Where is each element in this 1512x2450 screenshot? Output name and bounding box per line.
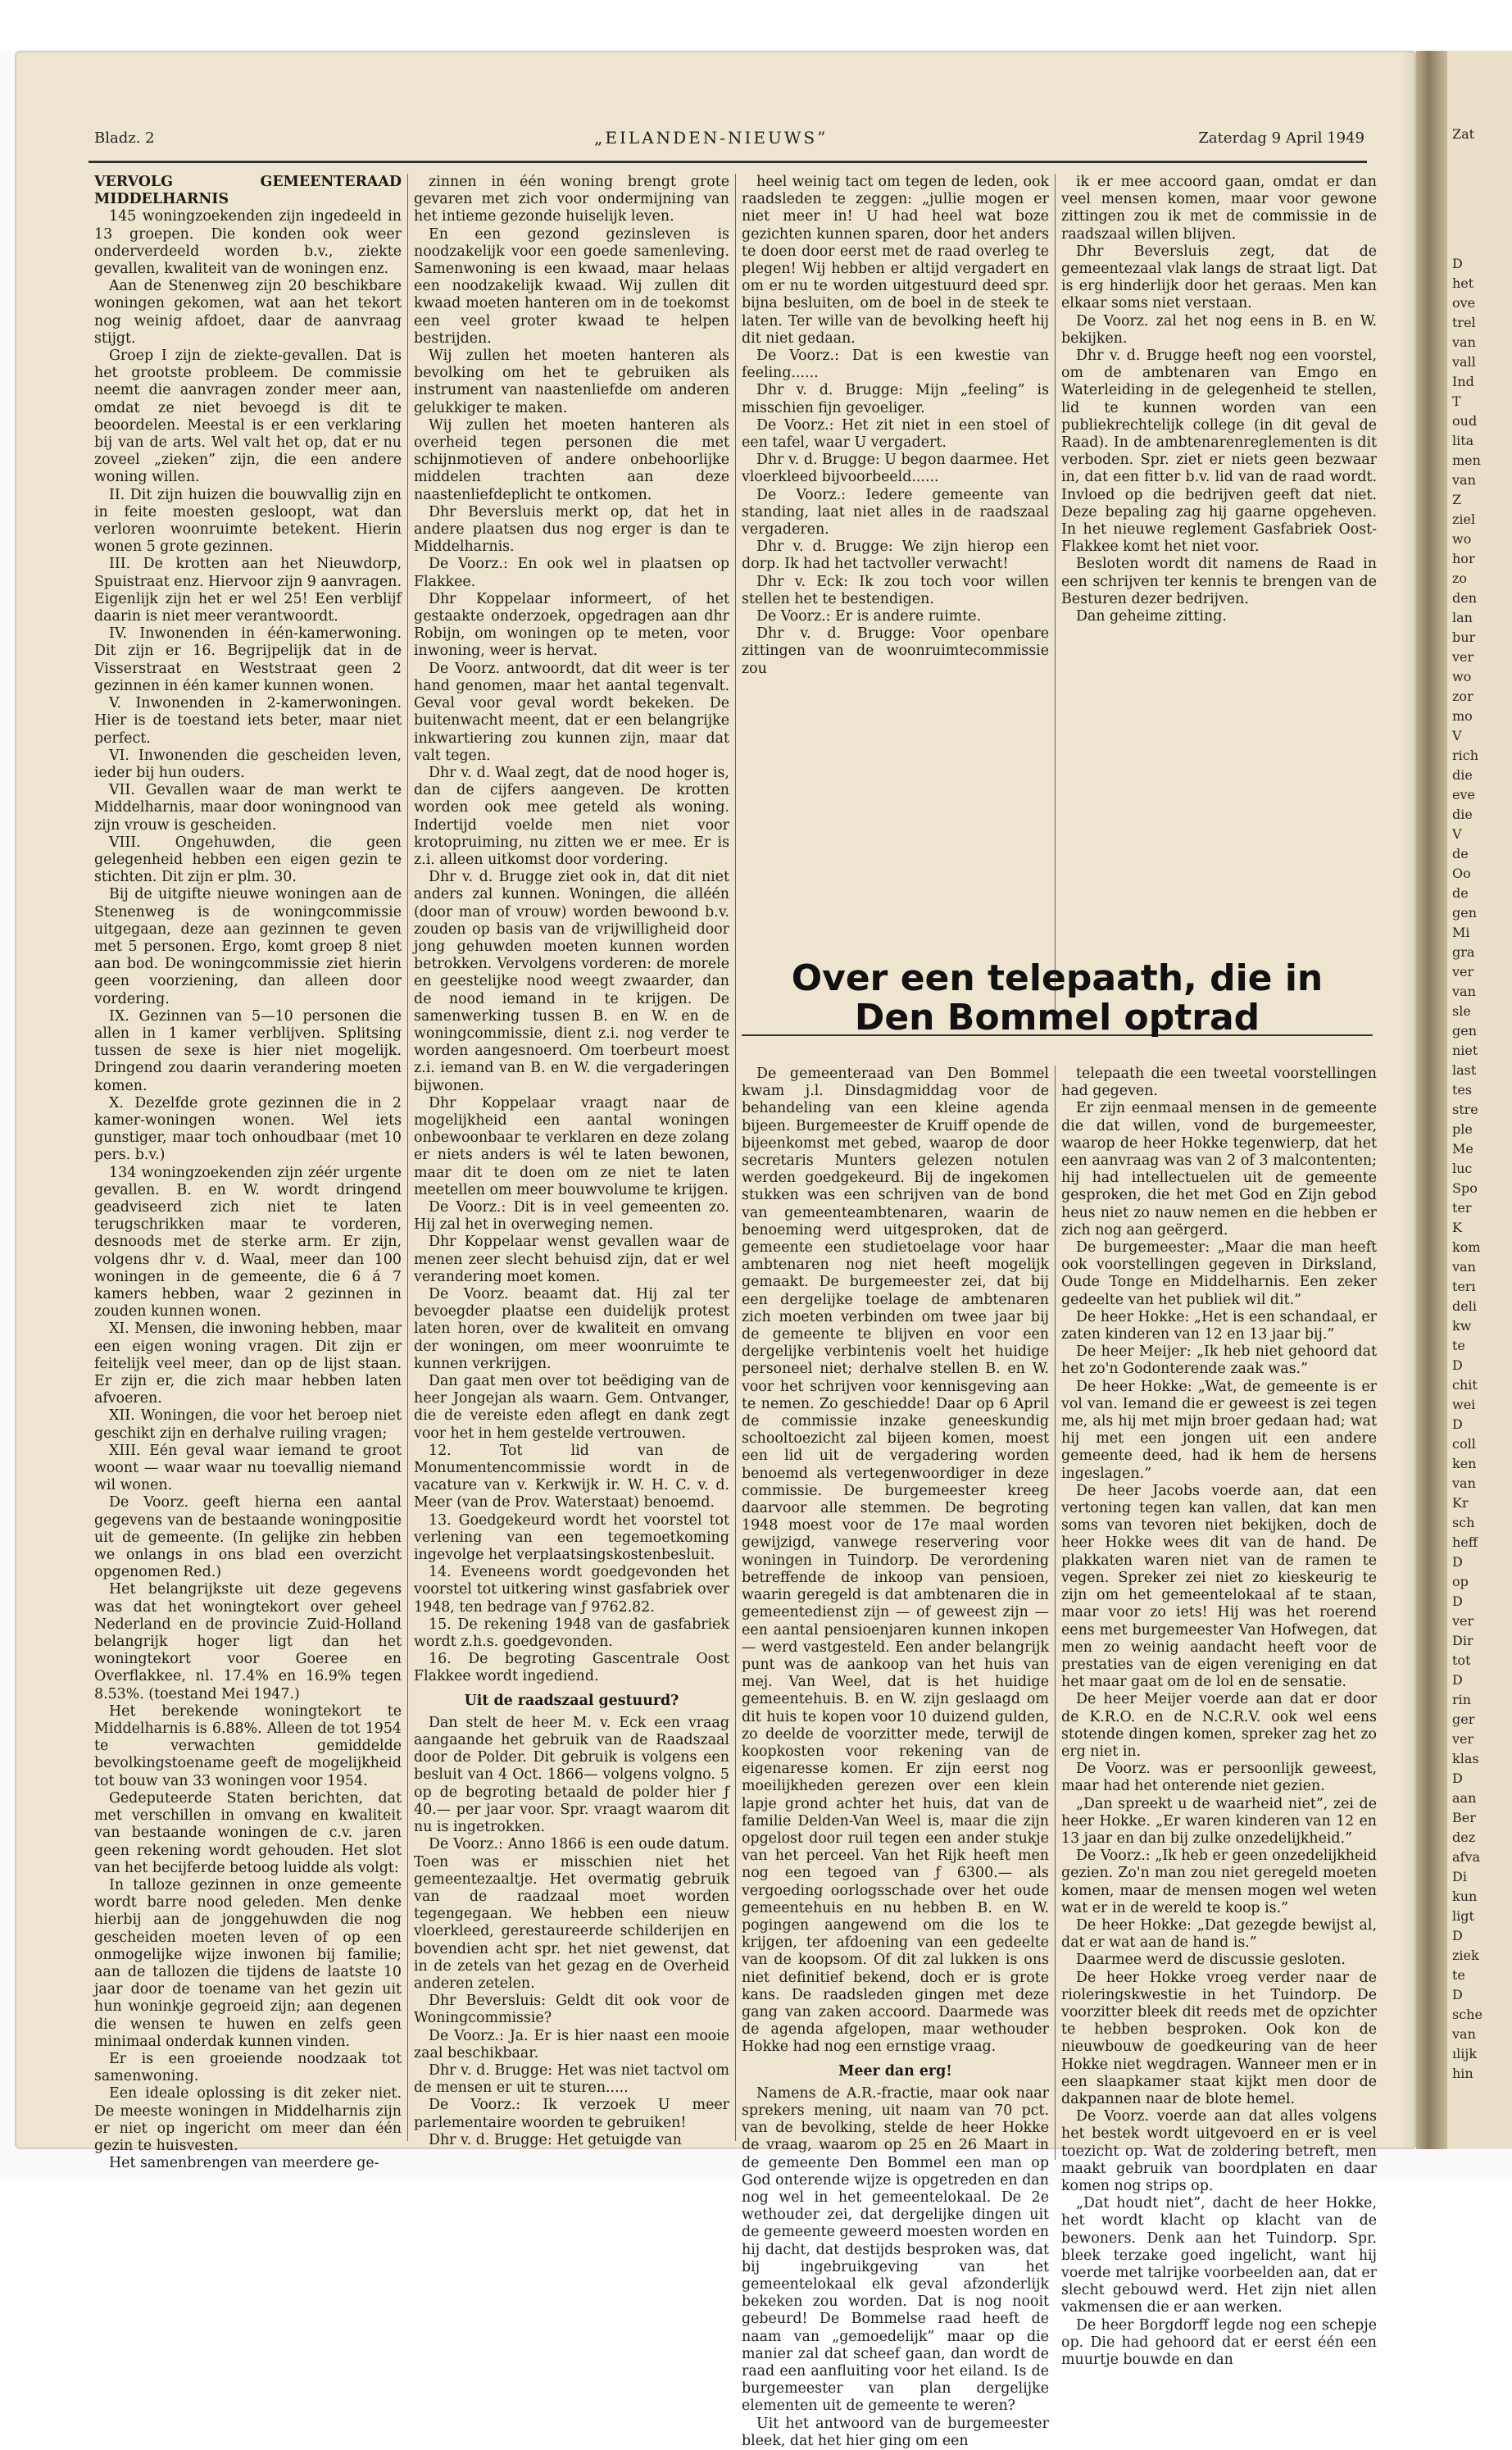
next-page-fragment: D (1452, 1357, 1463, 1373)
paragraph: Dhr v. d. Waal zegt, dat de nood hoger is, dan de cijfers aangeven. De krotten worden ook mee geteld als woning. Indertijd voelde men niet voor krotopruiming, nu zitten we er mee. Er is z.i. alleen uitkomst door vordering. (414, 764, 729, 868)
next-page-fragment: ver (1452, 1613, 1474, 1629)
next-page-fragment: klas (1452, 1751, 1479, 1766)
column-rule-2 (735, 174, 736, 2141)
next-page-fragment: kw (1452, 1318, 1472, 1334)
next-page-fragment: deli (1452, 1298, 1477, 1314)
next-page-fragment: Spo (1452, 1180, 1478, 1196)
next-page-fragment: Mi (1452, 925, 1470, 940)
paragraph: 16. De begroting Gascentrale Oost Flakkee wordt ingediend. (414, 1651, 729, 1685)
article-column-a-paragraphs (742, 1066, 1049, 2057)
next-page-fragment: mo (1452, 708, 1473, 724)
paragraph: De Voorz.: Het zit niet in een stoel of een tafel, waar U vergadert. (742, 416, 1049, 452)
next-page-fragment: D (1452, 1416, 1463, 1432)
next-page-fragment: D (1452, 1928, 1463, 1943)
article-column-a (742, 1066, 1049, 2449)
paragraph: De Voorz. zal het nog eens in B. en W. bekijken. (1061, 312, 1377, 347)
column-1 (94, 174, 402, 2172)
paragraph: De gemeenteraad van Den Bommel kwam j.l. Dinsdagmiddag voor de behandeling van een kleine agenda bijeen. Burgemeester de Kruiff opende de bijeenkomst met gebed, waarop de door secretaris Munters gelezen notulen werden goedgekeurd. Bij de ingekomen stukken was een schrijven van de bond van gemeenteambtenaren, waarin de benoeming werd uitgesproken, dat de gemeente een studietoelage voor haar ambtenaren nog niet heeft mogelijk gemaakt. De burgemeester zei, dat bij een dergelijke toelage de ambtenaren zich moeten verbinden om twee jaar bij de gemeente te blijven en voor een dergelijke verbintenis voelt het huidige personeel niet; derhalve stellen B. en W. voor het schrijven voor kennisgeving aan te nemen. Zo geschiedde! Daar op 6 April de commissie inzake geneeskundig schooltoezicht zal bijeen komen, moest een lid uit de vergadering worden benoemd als vertegenwoordiger in deze commissie. De burgemeester kreeg daarvoor alle stemmen. De begroting 1948 moest voor de 17e maal worden gewijzigd, vanwege reservering voor woningen in Tuindorp. De verordening betreffende de inkoop van pensioen, waarin geregeld is dat ambtenaren die in gemeentedienst zijn — of geweest zijn — een aantal pensioenjaren kunnen inkopen — werd vastgesteld. Een ander belangrijk punt was de aankoop van het huis van mej. Van Weel, dat is het huidige gemeentehuis. B. en W. zijn geslaagd om dit huis te kopen voor 10 duizend gulden, zo deelde de voorzitter mede, terwijl de koopkosten voor rekening van de eigenaresse komen. Er zijn eerst nog moeilijkheden gerezen over een klein lapje grond achter het huis, dat van de familie Delden-Van Weel is, maar die zijn opgelost door ruil tegen een ander stukje van het perceel. Van het Rijk heeft men nog een tegoed van ƒ 6300.— als vergoeding oorlogsschade over het oude gemeentehuis en nu hebben B. en W. pogingen aangewend om die los te krijgen, ter afdoening van een gedeelte van de koopsom. Of dit zal lukken is ons niet definitief bekend, doch er is grote kans. De raadsleden gingen met deze gang van zaken accoord. Daarmede was de agenda afgelopen, maar wethouder Hokke had nog een ernstige vraag. (742, 1066, 1049, 2056)
paragraph: De Voorz.: „Ik heb er geen onzedelijkheid gezien. Zo'n man zou niet geregeld moeten komen, maar de mensen mogen wel weten wat er in de wereld te koop is.” (1061, 1848, 1377, 1916)
next-page-fragment: lita (1452, 433, 1474, 448)
paragraph: XII. Woningen, die voor het beroep niet geschikt zijn en derhalve ruiling vragen; (94, 1407, 402, 1442)
next-page-fragment: ple (1452, 1121, 1473, 1137)
paragraph: 15. De rekening 1948 van de gasfabriek wordt z.h.s. goedgevonden. (414, 1616, 729, 1651)
next-page-fragment: zor (1452, 689, 1473, 704)
paragraph: Namens de A.R.-fractie, maar ook naar sprekers mening, uit naam van 70 pct. van de bevolking, stelde de heer Hokke de vraag, waarom op 25 en 26 Maart in de gemeente Den Bommel een man op God onterende wijze is opgetreden en dan nog wel in het gemeentelokaal. De 2e wethouder zei, dat dergelijke dingen uit de gemeente geweerd moesten worden en hij dacht, dat destijds besproken was, dat bij ingebruikgeving van het gemeentelokaal elk geval afzonderlijk bekeken zou worden. Dat is nog nooit gebeurd! De Bommelse raad heeft de naam van „gemoedelijk” maar op die manier zal dat scheef gaan, dan wordt de raad een aanfluiting voor het eiland. Is de burgemeester van plan dergelijke elementen uit de gemeente te weren? (742, 2084, 1049, 2415)
next-page-fragment: V (1452, 826, 1462, 842)
next-page-fragment: D (1452, 1593, 1463, 1609)
paragraph: De Voorz.: Iedere gemeente van standing, laat niet alles in de raadszaal vergaderen. (742, 486, 1049, 539)
paragraph: De heer Hokke: „Dat gezegde bewijst al, dat er wat aan de hand is.” (1061, 1916, 1377, 1952)
paragraph: 13. Goedgekeurd wordt het voorstel tot verlening van een tegemoetkoming ingevolge het verplaatsingskostenbesluit. (414, 1511, 729, 1564)
next-page-fragment: heff (1452, 1534, 1478, 1550)
paragraph: 12. Tot lid van de Monumentencommissie wordt in de vacature van v. Kerkwijk ir. W. H. C. v. d. Meer (van de Prov. Waterstaat) benoemd. (414, 1442, 729, 1511)
next-page-fragment: ver (1452, 649, 1474, 665)
next-page-fragment: ver (1452, 1731, 1474, 1747)
paragraph: De Voorz. was er persoonlijk geweest, maar had het onterende niet gezien. (1061, 1761, 1377, 1795)
next-page-fragment: de (1452, 846, 1469, 861)
paragraph: En een gezond gezinsleven is noodzakelijk voor een goede samenleving. Samenwoning is een kwaad, maar helaas een noodzakelijk kwaad. Wij zullen dit kwaad moeten hanteren om in de toekomst een veel groter kwaad te helpen bestrijden. (414, 225, 729, 347)
column-rule-3 (1055, 174, 1056, 1030)
next-page-fragment: ken (1452, 1456, 1477, 1471)
column-4-top (1061, 174, 1377, 1026)
next-page-fragment: rin (1452, 1692, 1472, 1707)
article-column-b (1061, 1066, 1377, 2369)
next-page-fragment: oud (1452, 413, 1478, 429)
paragraph: Dan geheime zitting. (1076, 608, 1227, 625)
next-page-fragment: eve (1452, 787, 1475, 802)
paragraph: De heer Hokke: „Het is een schandaal, er zaten kinderen van 12 en 13 jaar bij.” (1061, 1308, 1377, 1343)
paragraph: In talloze gezinnen in onze gemeente wordt barre nood geleden. Men denke hierbij aan de jonggehuwden die nog gescheiden moeten leven of op een onmogelijke wijze inwonen bij familie; aan de tallozen die tijdens de laatste 10 jaar door de toename van het gezin uit hun woninkje gegroeid zijn; aan degenen die wensen te huwen en zelfs geen minimaal onderdak kunnen vinden. (94, 1876, 402, 2050)
paragraph: De heer Hokke: „Wat, de gemeente is er vol van. Iemand die er geweest is zei tegen me, als hij met mijn broer gedaan had; wat hij met een jongen uit een andere gemeente deed, had ik hem de hersens ingeslagen.” (1061, 1378, 1377, 1482)
next-page-fragment: Oo (1452, 866, 1471, 881)
next-page-fragment: ziek (1452, 1948, 1479, 1963)
paragraph: Dhr Beversluis zegt, dat de gemeentezaal vlak langs de straat ligt. Dat is erg hinderlijk door het geraas. Men kan elkaar soms niet verstaan. (1061, 243, 1377, 312)
paragraph: ik er mee accoord gaan, omdat er dan veel mensen komen, maar voor gewone zittingen zou ik met de commissie in de raadszaal willen blijven. (1061, 174, 1377, 243)
paragraph: De Voorz. geeft hierna een aantal gegevens van de bestaande woningpositie uit de gemeente. (In gelijke zin hebben we onlangs in ons blad een overzicht opgenomen Red.) (94, 1494, 402, 1581)
paragraph: Een ideale oplossing is dit zeker niet. De meeste woningen in Middelharnis zijn er niet op ingericht om meer dan één gezin te huisvesten. (94, 2085, 402, 2154)
paragraph: De heer Meijer: „Ik heb niet gehoord dat het zo'n Godonterende zaak was.” (1061, 1343, 1377, 1378)
paragraph: heel weinig tact om tegen de leden, ook raadsleden te zeggen: „jullie mogen er niet meer in! U had heel wat boze gezichten kunnen sparen, door het anders te doen door eerst met de raad overleg te plegen! Wij hebben er altijd vergadert en om er nu te worden uitgestuurd deed spr. bijna besluiten, om de boel in de steek te laten. Ter wille van de bevolking heeft hij dit niet gedaan. (742, 174, 1049, 347)
next-page-fragment: wo (1452, 669, 1472, 684)
next-page-fragment: T (1452, 393, 1461, 409)
paragraph: De burgemeester: „Maar die man heeft ook voorstellingen gegeven in Dirksland, Oude Tonge en Middelharnis. Een zeker gedeelte van het publiek wil dit.” (1061, 1239, 1377, 1308)
paragraph: De heer Hokke vroeg verder naar de rioleringskwestie in het Tuindorp. De voorzitter bleek dit reeds met de opzichter te hebben besproken. Ook kon de nieuwbouw de goedkeuring van de heer Hokke niet wegdragen. Wanneer men er in een slaapkamer staat kijkt men door de dakpannen naar de blote hemel. (1061, 1969, 1377, 2107)
next-page-fragment: rich (1452, 748, 1479, 763)
paragraph: De Voorz. antwoordt, dat dit weer is ter hand genomen, maar het aantal tegenvalt. Geval voor geval wordt bekeken. De buitenwacht meent, dat er een belangrijke inkwartiering zou kunnen zijn, maar dat valt tegen. (414, 660, 729, 764)
paragraph: Bij de uitgifte nieuwe woningen aan de Stenenweg is de woningcommissie uitgegaan, deze aan gezinnen te geven met 5 personen. Ergo, komt groep 8 niet aan bod. De woningcommissie ziet hierin geen voorziening, dan alleen door vordering. (94, 886, 402, 1007)
paragraph: Dan gaat men over tot beëdiging van de heer Jongejan als waarn. Gem. Ontvanger, die de vereiste eden aflegt en dank zegt voor het in hem gestelde vertrouwen. (414, 1373, 729, 1442)
next-page-fragment: gen (1452, 1023, 1478, 1039)
next-page-fragment: van (1452, 472, 1476, 488)
paragraph: „Dan spreekt u de waarheid niet”, zei de heer Hokke. „Er waren kinderen van 12 en 13 jaar en dan bij zulke onzedelijkheid.” (1061, 1795, 1377, 1847)
next-page-fragment: Z (1452, 492, 1462, 507)
next-page-fragment: ver (1452, 964, 1474, 980)
next-page-fragment: de (1452, 885, 1469, 901)
paragraph: zinnen in één woning brengt grote gevaren met zich voor ondermijning van het intieme gezonde huiselijk leven. (414, 174, 729, 225)
paragraph: VIII. Ongehuwden, die geen gelegenheid hebben een eigen gezin te stichten. Dit zijn er plm. 30. (94, 834, 402, 886)
next-page-fragment: ove (1452, 295, 1476, 311)
next-page-fragment: tot (1452, 1652, 1471, 1668)
column-rule-1 (407, 174, 408, 2141)
header-rule (89, 161, 1367, 163)
next-page-fragment: tes (1452, 1082, 1473, 1098)
next-page-fragment: ılijk (1452, 2046, 1478, 2061)
paragraph: Dhr Beversluis merkt op, dat het in andere plaatsen dus nog erger is dan te Middelharnis. (414, 503, 729, 556)
section-heading: VERVOLG GEMEENTERAAD MIDDELHARNIS (94, 174, 402, 208)
paragraph: Dhr v. d. Brugge: U begon daarmee. Het vloerkleed bijvoorbeeld...... (742, 452, 1049, 486)
column-2-paragraphs (414, 174, 729, 1686)
next-page-fragment: van (1452, 984, 1476, 999)
next-page-fragment: sch (1452, 1515, 1475, 1530)
paragraph: Er is een groeiende noodzaak tot samenwoning. (94, 2050, 402, 2085)
page-number: Bladz. 2 (94, 130, 155, 147)
paragraph: Dhr Koppelaar informeert, of het gestaakte onderzoek, opgedragen aan dhr Robijn, om woningen op te meten, voor inwoning, weer is hervat. (414, 590, 729, 660)
paragraph: XI. Mensen, die inwoning hebben, maar een eigen woning vragen. Dit zijn er feitelijk veel meer, dan op de lijst staan. Er zijn er, die zich maar hebben laten afvoeren. (94, 1320, 402, 1407)
paragraph: De Voorz. beaamt dat. Hij zal ter bevoegder plaatse een duidelijk protest laten horen, over de kwaliteit en omvang der woningen, om meer woonruimte te kunnen verkrijgen. (414, 1286, 729, 1372)
paragraph: Dhr Koppelaar wenst gevallen waar de menen zeer slecht behuisd zijn, dat er wel verandering moet komen. (414, 1234, 729, 1285)
paragraph: Wij zullen het moeten hanteren als overheid tegen personen die met schijnmotieven of andere onbehoorlijke middelen trachten aan deze naastenliefdeplicht te ontkomen. (414, 416, 729, 503)
paragraph: 14. Eveneens wordt goedgevonden het voorstel tot uitkering winst gasfabriek over 1948, ten bedrage van ƒ 9762.82. (414, 1564, 729, 1616)
next-page-fragment: sche (1452, 2007, 1482, 2022)
next-page-fragment: D (1452, 1770, 1463, 1786)
next-page-fragment: ter (1452, 1200, 1472, 1216)
paragraph: Besloten wordt dit namens de Raad in een schrijven ter kennis te brengen van de Besturen dezer bedrijven. (1061, 556, 1377, 607)
column-3-top (742, 174, 1049, 1030)
next-page-fragment: ziel (1452, 511, 1476, 527)
paragraph: Daarmee werd de discussie gesloten. (1076, 1952, 1346, 1969)
next-page-fragment: trel (1452, 315, 1476, 330)
paragraph: Wij zullen het moeten hanteren als bevolking om het te gebruiken als instrument van naastenliefde om anderen gelukkiger te maken. (414, 348, 729, 416)
article-headline-line-2: Den Bommel optrad (854, 997, 1260, 1039)
next-page-fragment: aan (1452, 1790, 1477, 1806)
article-headline-line-1: Over een telepaath, die in (791, 957, 1324, 999)
next-page-fragment: op (1452, 1574, 1469, 1589)
next-page-fragment: kom (1452, 1239, 1481, 1255)
paragraph: Dhr v. d. Brugge: Het getuigde van (429, 2131, 682, 2148)
next-page-fragment: D (1452, 256, 1463, 271)
next-page-fragment: dez (1452, 1830, 1476, 1845)
next-page-fragment: afva (1452, 1849, 1481, 1865)
paragraph: IX. Gezinnen van 5—10 personen die allen in 1 kamer verblijven. Splitsing tussen de sexe is hier niet mogelijk. Dringend zou daarin verandering moeten komen. (94, 1007, 402, 1094)
next-page-fragment: V (1452, 728, 1462, 743)
paragraph: De Voorz.: Dat is een kwestie van feeling...... (742, 348, 1049, 382)
next-page-fragment: Dir (1452, 1633, 1473, 1648)
next-page-fragment: Ind (1452, 374, 1474, 389)
next-page-fragment: van (1452, 2026, 1476, 2042)
column-4-paragraphs (1061, 174, 1377, 625)
next-page-fragment: luc (1452, 1161, 1473, 1176)
column-2-paragraphs-continued (414, 1715, 729, 2149)
paragraph: De Voorz.: Dit is in veel gemeenten zo. Hij zal het in overweging nemen. (414, 1198, 729, 1234)
next-page-fragment: wei (1452, 1397, 1476, 1412)
paragraph: Er zijn eenmaal mensen in de gemeente die dat willen, vond de burgemeester, waarop de heer Hokke tegenwierp, dat het een aanvraag was van 2 of 3 malcontenten; hij had intellectuelen uit de gemeente gesproken, die het met God en Zijn gebod heus niet zo nauw nemen en die hebben er zich nog aan geërgerd. (1061, 1100, 1377, 1239)
next-page-fragment: last (1452, 1062, 1477, 1078)
next-page-fragment: chit (1452, 1377, 1478, 1393)
next-page-fragment: zo (1452, 570, 1468, 586)
paragraph: De heer Jacobs voerde aan, dat een vertoning tegen kan vallen, dat kan men soms van tevoren niet bekijken, doch de heer Hokke wees dit van de hand. De plakkaten waren niet van de ramen te vegen. Spreker zei niet zo kieskeurig te zijn om het gemeentelokaal af te staan, maar voor zo iets! Hij was het roerend eens met burgemeester Van Hofwegen, dat men zo weinig aandacht heeft voor de prestaties van de eigen vereniging en dat het maar gaat om de lol en de sensatie. (1061, 1482, 1377, 1691)
paragraph: Het belangrijkste uit deze gegevens was dat het woningtekort over geheel Nederland en de provincie Zuid-Holland belangrijk hoger ligt dan het woningtekort voor Goeree en Overflakkee, nl. 17.4% en 16.9% tegen 8.53%. (toestand Mei 1947.) (94, 1581, 402, 1702)
paragraph: „Dat houdt niet”, dacht de heer Hokke, het wordt klacht op klacht van de bewoners. Denk aan het Tuindorp. Spr. bleek terzake goed ingelicht, want hij voerde met talrijke voorbeelden aan, dat er slecht gebouwd werd. Het zijn niet allen vakmensen die er aan werken. (1061, 2195, 1377, 2316)
paragraph: De Voorz.: Ja. Er is hier naast een mooie zaal beschikbaar. (414, 2027, 729, 2061)
next-page-fragment: te (1452, 1338, 1465, 1353)
paragraph: Dhr v. d. Brugge: Voor openbare zittingen van de woonruimtecommissie zou (742, 625, 1049, 677)
next-page-fragment: men (1452, 452, 1481, 468)
paragraph: Dhr v. d. Brugge heeft nog een voorstel, om de ambtenaren van Emgo en Waterleiding in de gelegenheid te stellen, lid te kunnen worden van een publiekrechtelijk college (in dit geval de Raad). In de ambtenarenreglementen is dit verboden. Spr. ziet er niets geen bezwaar in, dat een fitter b.v. lid van de raad wordt. Invloed op die bedrijven geeft dat niet. Deze bepaling zag hij gaarne opgeheven. In het nieuwe reglement Gasfabriek Oost-Flakkee komt het niet voor. (1061, 348, 1377, 556)
next-page-fragment: terı (1452, 1279, 1476, 1294)
next-page-fragment: Ber (1452, 1810, 1476, 1825)
paragraph: Dhr v. d. Brugge: Het was niet tactvol om de mensen er uit te sturen..... (414, 2061, 729, 2097)
next-page-fragment: D (1452, 1554, 1463, 1570)
next-page-fragment: stre (1452, 1102, 1478, 1117)
paragraph: Groep I zijn de ziekte-gevallen. Dat is het grootste probleem. De commissie neemt die aanvragen zonder meer aan, omdat ze niet bevoegd is dit te beoordelen. Meestal is er een verklaring bij van de arts. Wel valt het op, dat er nu zoveel „zieken” zijn, die een andere woning willen. (94, 348, 402, 486)
next-page-fragment: van (1452, 1475, 1476, 1491)
subheading-raadszaal: Uit de raadszaal gestuurd? (464, 1692, 679, 1709)
column-1-paragraphs (94, 208, 402, 2172)
paragraph: XIII. Eén geval waar iemand te groot woont — waar waar nu toevallig niemand wil wonen. (94, 1442, 402, 1494)
next-page-fragment: K (1452, 1220, 1462, 1235)
next-page-fragment: lan (1452, 610, 1473, 625)
issue-date: Zaterdag 9 April 1949 (1198, 130, 1364, 147)
paragraph: De heer Meijer voerde aan dat er door de K.R.O. en de N.C.R.V. ook wel eens stotende dingen komen, spreker zag het zo erg niet in. (1061, 1691, 1377, 1760)
paragraph: Het berekende woningtekort te Middelharnis is 6.88%. Alleen de tot 1954 te verwachten gemiddelde bevolkingstoename geeft de mogelijkheid tot bouw van 33 woningen voor 1954. (94, 1702, 402, 1789)
next-page-fragment: D (1452, 1987, 1463, 2002)
paragraph: Uit het antwoord van de burgemeester bleek, dat het hier ging om een (742, 2415, 1049, 2449)
paragraph: 134 woningzoekenden zijn zéér urgente gevallen. B. en W. wordt dringend geadviseerd zich niet te laten terugschrikken maar te vorderen, desnoods met de sterke arm. Er zijn, volgens dhr v. d. Waal, meer dan 100 woningen in de gemeente, die 6 á 7 kamers hebben, waar 2 gezinnen in zouden kunnen wonen. (94, 1164, 402, 1320)
next-page-fragment: die (1452, 767, 1473, 783)
paragraph: Dhr v. d. Brugge: We zijn hierop een dorp. Ik had het tactvoller verwacht! (742, 539, 1049, 573)
paragraph: telepaath die een tweetal voorstellingen had gegeven. (1061, 1066, 1377, 1100)
next-page-fragment: sle (1452, 1003, 1471, 1019)
article-column-a-paragraphs-continued (742, 2085, 1049, 2450)
paragraph: Dhr Beversluis: Geldt dit ook voor de Woningcommissie? (414, 1993, 729, 2027)
next-page-fragment: vall (1452, 354, 1476, 370)
next-page-fragment: coll (1452, 1436, 1476, 1452)
article-subheading: Meer dan erg! (838, 2062, 952, 2080)
next-page-fragment: D (1452, 1672, 1463, 1688)
paragraph: De Voorz.: Er is andere ruimte. (756, 608, 982, 625)
next-page-fragment: ger (1452, 1711, 1475, 1727)
paragraph: De Voorz.: En ook wel in plaatsen op Flakkee. (414, 556, 729, 590)
paragraph: III. De krotten aan het Nieuwdorp, Spuistraat enz. Hiervoor zijn 9 aanvragen. Eigenlijk zijn het er wel 25! Een verblijf daarin is niet meer verantwoordt. (94, 556, 402, 625)
paragraph: VI. Inwonenden die gescheiden leven, ieder bij hun ouders. (94, 747, 402, 781)
next-page-edge (1447, 51, 1512, 2149)
page-header (94, 123, 1364, 156)
next-page-fragment: van (1452, 1259, 1476, 1275)
next-page-fragment: gra (1452, 944, 1475, 960)
paragraph: De heer Borgdorff legde nog een schepje op. Die had gehoord dat er eerst één een muurtje bouwde en dan (1061, 2316, 1377, 2369)
next-page-fragment: Di (1452, 1869, 1467, 1884)
paragraph: Dhr v. d. Brugge ziet ook in, dat dit niet anders zal kunnen. Woningen, die alléén (door man of vrouw) worden bewoond b.v. zouden op basis van de vrijwilligheid door jong gehuwden moeten kunnen worden betrokken. Vervolgens vorderen: de morele en geestelijke nood weegt zwaarder, dan de nood iemand in te krijgen. De samenwerking tussen B. en W. en de woningcommissie, dient z.i. nog verder te worden aangesnoerd. Om toerbeurt moest z.i. iemand van B. en W. die vergaderingen bijwonen. (414, 869, 729, 1094)
paragraph: V. Inwonenden in 2-kamerwoningen. Hier is de toestand iets beter, maar niet perfect. (94, 695, 402, 747)
next-page-fragment: hin (1452, 2066, 1473, 2081)
column-rule-4 (1055, 1066, 1056, 2160)
next-page-date-fragment: Zat (1452, 126, 1475, 142)
next-page-fragment: wo (1452, 531, 1472, 547)
paragraph: De Voorz. voerde aan dat alles volgens het bestek wordt uitgevoerd en er is veel toezicht op. Wat de zoldering betreft, men maakt gebruik van boordplaten en daar komen nog strips op. (1061, 2108, 1377, 2194)
next-page-fragment: hor (1452, 551, 1475, 566)
column-3-paragraphs (742, 174, 1049, 678)
paragraph: 145 woningzoekenden zijn ingedeeld in 13 groepen. Die konden ook weer onderverdeeld worden b.v., ziekte gevallen, kwaliteit van de woningen enz. (94, 208, 402, 278)
paragraph: X. Dezelfde grote gezinnen die in 2 kamer-woningen wonen. Wel iets gunstiger, maar toch onhoudbaar (met 10 pers. b.v.) (94, 1094, 402, 1164)
paragraph: Gedeputeerde Staten berichten, dat met verschillen in omvang en kwaliteit van bestaande woningen de c.v. jaren geen rekening wordt gehouden. Het slot van het becijferde betoog luidde als volgt: (94, 1789, 402, 1876)
next-page-fragment: het (1452, 275, 1474, 291)
paragraph: De Voorz.: Ik verzoek U meer parlementaire woorden te gebruiken! (414, 2097, 729, 2131)
paragraph: Het samenbrengen van meerdere ge- (109, 2155, 379, 2172)
paragraph: Aan de Stenenweg zijn 20 beschikbare woningen gekomen, wat aan het tekort nog weinig afdoet, daar de aanvraag stijgt. (94, 278, 402, 347)
next-page-fragment: bur (1452, 630, 1476, 645)
article-column-b-paragraphs (1061, 1066, 1377, 2369)
next-page-fragment: niet (1452, 1043, 1478, 1058)
paragraph: Dan stelt de heer M. v. Eck een vraag aangaande het gebruik van de Raadszaal door de Polder. Dit gebruik is volgens een besluit van 4 Oct. 1866— volgens volgno. 5 op de begroting betaald de polder hier ƒ 40.— per jaar voor. Spr. vraagt waarom dit nu is ingetrokken. (414, 1714, 729, 1836)
paragraph: Dhr v. d. Brugge: Mijn „feeling” is misschien fijn gevoeliger. (742, 382, 1049, 416)
next-page-fragment: te (1452, 1967, 1465, 1983)
paragraph: VII. Gevallen waar de man werkt te Middelharnis, maar door woningnood van zijn vrouw is gescheiden. (94, 782, 402, 834)
paragraph: II. Dit zijn huizen die bouwvallig zijn en in feite moesten gesloopt, wat dan verloren woonruimte betekent. Hierin wonen 5 grote gezinnen. (94, 486, 402, 556)
paragraph: IV. Inwonenden in één-kamerwoning. Dit zijn er 16. Begrijpelijk dat in de Visserstraat en Weststraat geen 2 gezinnen in één kamer kunnen wonen. (94, 625, 402, 694)
binding-gutter (1416, 51, 1447, 2149)
next-page-fragment: Kr (1452, 1495, 1469, 1511)
next-page-fragment: den (1452, 590, 1478, 606)
next-page-fragment: die (1452, 807, 1473, 822)
scan-top-margin (0, 0, 1512, 49)
column-2 (414, 174, 729, 2148)
next-page-fragment: ligt (1452, 1908, 1474, 1924)
paragraph: Dhr Koppelaar vraagt naar de mogelijkheid een aantal woningen onbewoonbaar te verklaren en deze zolang er niets anders is wél te laten bewonen, maar dit te doen om ze niet te laten meetellen om meer bouwvolume te krijgen. (414, 1094, 729, 1198)
next-page-fragment: van (1452, 334, 1476, 350)
next-page-fragment: Me (1452, 1141, 1473, 1157)
page-fold-shadow (1401, 51, 1418, 2149)
paragraph: De Voorz.: Anno 1866 is een oude datum. Toen was er misschien niet het gemeentezaaltje. Het overmatig gebruik van de raadzaal moet worden tegengegaan. We hebben een nieuw vloerkleed, gerestaureerde schilderijen en bovendien acht spr. het niet gewenst, dat in de zetels van het gezag en de Overheid anderen zetelen. (414, 1836, 729, 1992)
next-page-fragment: gen (1452, 905, 1478, 920)
newspaper-title: „EILANDEN-NIEUWS” (594, 128, 829, 148)
paragraph: Dhr v. Eck: Ik zou toch voor willen stellen het te bestendigen. (742, 573, 1049, 607)
next-page-fragment: kun (1452, 1889, 1478, 1904)
